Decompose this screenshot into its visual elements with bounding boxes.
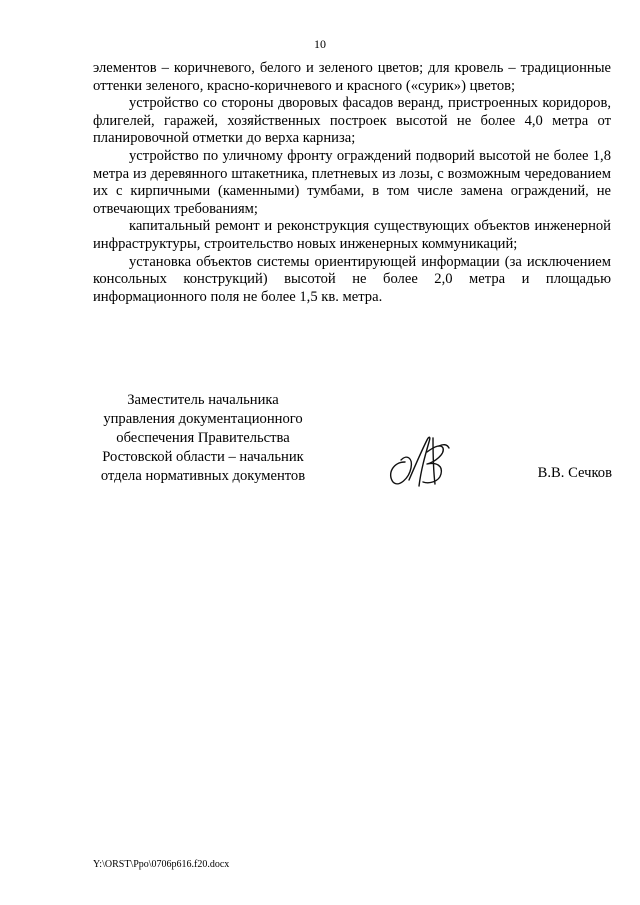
paragraph-street-fences: устройство по уличному фронту ограждений подворий высотой не более 1,8 метра из деревянного штакетника, плетневых из лозы, с возможным чередованием их с кирпичными (каменными) тумбами, в том числе замена ограждений, не отвечающих требованиям;: [93, 147, 611, 217]
signatory-title-line: Заместитель начальника: [127, 392, 279, 408]
paragraph-infrastructure: капитальный ремонт и реконструкция существующих объектов инженерной инфраструктуры, строительство новых инженерных коммуникаций;: [93, 218, 611, 252]
paragraph-continuation: элементов – коричневого, белого и зеленого цветов; для кровель – традиционные оттенки зеленого, красно-коричневого и красного («сурик») цветов;: [93, 60, 611, 94]
signatory-title-line: Ростовской области – начальник: [102, 449, 304, 465]
signatory-title-line: управления документационного: [103, 411, 303, 427]
file-path-footer: Y:\ORST\Ppo\0706p616.f20.docx: [93, 859, 230, 870]
paragraph-courtyard-facades: устройство со стороны дворовых фасадов веранд, пристроенных коридоров, флигелей, гаражей, хозяйственных построек высотой не более 4,0 метра от планировочной отметки до верха карниза;: [93, 95, 611, 147]
page-number: 10: [314, 37, 326, 51]
handwritten-signature: [383, 432, 463, 492]
paragraph-information-objects: установка объектов системы ориентирующей информации (за исключением консольных конструкций) высотой не более 2,0 метра и площадью информационного поля не более 1,5 кв. метра.: [93, 253, 611, 305]
signatory-title-line: отдела нормативных документов: [100, 468, 306, 484]
document-body: [93, 60, 611, 306]
signatory-title-line: обеспечения Правительства: [116, 430, 290, 446]
signer-name: В.В. Сечков: [537, 465, 612, 481]
signatory-title: [93, 391, 313, 486]
